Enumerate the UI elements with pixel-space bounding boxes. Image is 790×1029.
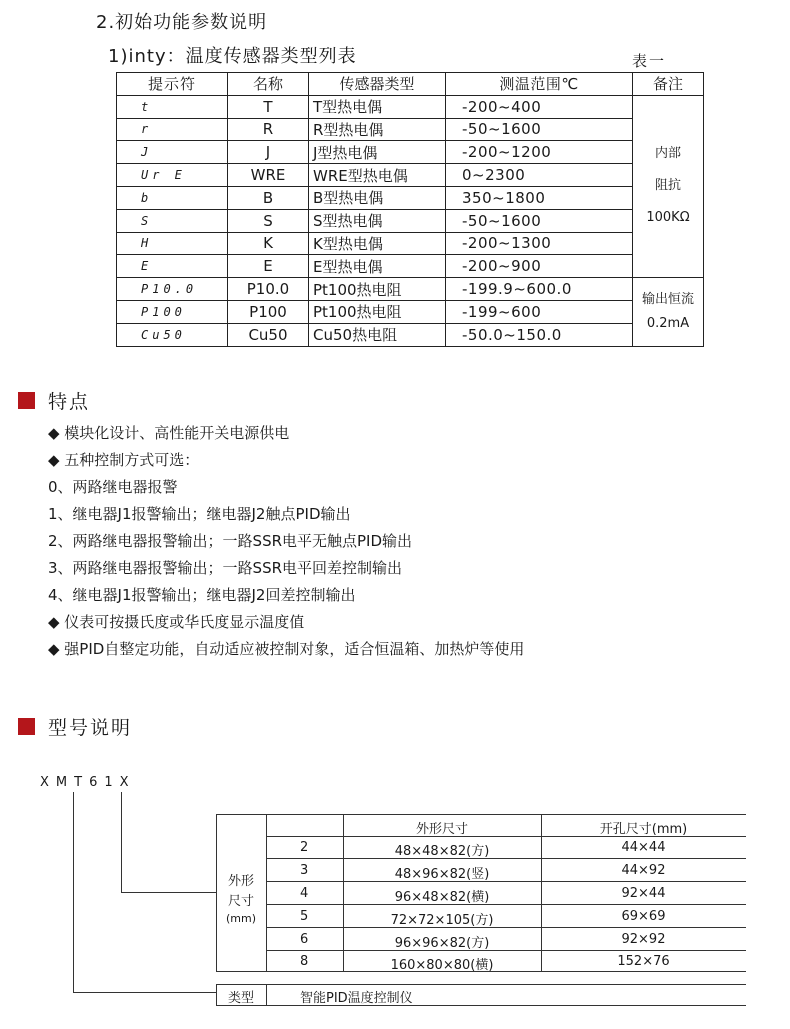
feature-item: 2、两路继电器报警输出；一路SSR电平无触点PID输出 [48, 532, 413, 550]
size-table-divider [266, 814, 267, 972]
row-name: B [228, 186, 309, 209]
row-name: J [228, 141, 309, 164]
col-header-type: 传感器类型 [309, 73, 446, 96]
row-name: K [228, 232, 309, 255]
row-range: 0~2300 [446, 164, 633, 187]
leader-line-type-vertical [73, 792, 74, 992]
table-row [117, 95, 704, 118]
row-range: -200~900 [446, 255, 633, 278]
table-row [117, 232, 704, 255]
note-line: 内部 [654, 146, 681, 162]
row-range: -50.0~150.0 [446, 323, 633, 346]
type-value: 智能PID温度控制仪 [300, 991, 413, 1006]
table-row [117, 164, 704, 187]
size-row-hole: 44×92 [621, 863, 666, 878]
size-row-code: 8 [300, 954, 309, 969]
size-row-hole: 92×44 [621, 886, 666, 901]
feature-item: ◆ 仪表可按摄氏度或华氏度显示温度值 [48, 613, 305, 631]
size-row-code: 2 [300, 840, 309, 855]
row-range: -200~1300 [446, 232, 633, 255]
size-row-dimensions: 48×48×82(方) [394, 844, 490, 859]
feature-item: ◆ 强PID自整定功能，自动适应被控制对象，适合恒温箱、加热炉等使用 [48, 640, 525, 658]
col-header-name: 名称 [228, 73, 309, 96]
row-name: S [228, 209, 309, 232]
model-code: XMT61X [40, 775, 136, 790]
table-row [117, 118, 704, 141]
table-row [117, 186, 704, 209]
row-symbol: r [117, 118, 228, 141]
row-symbol: P100 [117, 300, 228, 323]
row-type: Pt100热电阻 [309, 300, 446, 323]
row-symbol: H [117, 232, 228, 255]
table-header-row [117, 73, 704, 96]
note-output-current [633, 278, 704, 346]
features-heading: 特点 [48, 391, 91, 413]
note-line: 0.2mA [646, 315, 690, 331]
row-type: T型热电偶 [309, 95, 446, 118]
feature-item: ◆ 模块化设计、高性能开关电源供电 [48, 424, 290, 442]
size-row-hole: 69×69 [621, 909, 666, 924]
table-row [117, 278, 704, 301]
col-header-hole: 开孔尺寸(mm) [599, 822, 688, 837]
row-type: Cu50热电阻 [309, 323, 446, 346]
note-line: 输出恒流 [641, 291, 694, 307]
size-row-code: 5 [300, 909, 309, 924]
sensor-type-table [116, 72, 704, 347]
leader-line-type-horizontal [73, 992, 216, 993]
table-tag: 表一 [632, 52, 667, 70]
row-type: B型热电偶 [309, 186, 446, 209]
table-row [117, 141, 704, 164]
table-row [117, 209, 704, 232]
row-symbol: b [117, 186, 228, 209]
row-symbol: t [117, 95, 228, 118]
size-group-label [216, 872, 266, 926]
note-line: 阻抗 [654, 178, 681, 194]
row-symbol: P10.0 [117, 278, 228, 301]
note-line: 100KΩ [646, 210, 690, 226]
row-name: R [228, 118, 309, 141]
row-type: K型热电偶 [309, 232, 446, 255]
row-range: -200~1200 [446, 141, 633, 164]
row-type: J型热电偶 [309, 141, 446, 164]
row-name: P10.0 [228, 278, 309, 301]
size-row-code: 6 [300, 932, 309, 947]
size-row-dimensions: 160×80×80(横) [390, 958, 494, 973]
row-type: WRE型热电偶 [309, 164, 446, 187]
row-name: T [228, 95, 309, 118]
row-type: E型热电偶 [309, 255, 446, 278]
features-heading-marker [18, 392, 35, 409]
table-row [117, 300, 704, 323]
col-header-symbol: 提示符 [117, 73, 228, 96]
row-symbol: J [117, 141, 228, 164]
row-type: S型热电偶 [309, 209, 446, 232]
row-range: -50~1600 [446, 118, 633, 141]
sensor-table-title: 1)inty：温度传感器类型列表 [108, 46, 357, 67]
row-range: 350~1800 [446, 186, 633, 209]
note-internal-impedance [633, 95, 704, 277]
type-label: 类型 [227, 991, 254, 1006]
feature-item: 3、两路继电器报警输出；一路SSR电平回差控制输出 [48, 559, 403, 577]
table-row [117, 255, 704, 278]
col-header-note: 备注 [633, 73, 704, 96]
feature-item: 4、继电器J1报警输出；继电器J2回差控制输出 [48, 586, 356, 604]
feature-item: 1、继电器J1报警输出；继电器J2触点PID输出 [48, 505, 351, 523]
row-symbol: Cu50 [117, 323, 228, 346]
leader-line-size-horizontal [121, 892, 216, 893]
leader-line-size-vertical [121, 792, 122, 892]
size-row-dimensions: 96×96×82(方) [394, 936, 490, 951]
row-type: R型热电偶 [309, 118, 446, 141]
row-name: Cu50 [228, 323, 309, 346]
row-range: -199~600 [446, 300, 633, 323]
section-title: 2.初始功能参数说明 [96, 12, 268, 33]
row-range: -199.9~600.0 [446, 278, 633, 301]
size-group-label-line: (mm) [225, 912, 256, 925]
model-heading: 型号说明 [48, 717, 133, 739]
size-row-hole: 44×44 [621, 840, 666, 855]
row-symbol: S [117, 209, 228, 232]
size-row-hole: 92×92 [621, 932, 666, 947]
row-symbol: Ur E [117, 164, 228, 187]
size-row-code: 3 [300, 863, 309, 878]
table-row [117, 323, 704, 346]
row-range: -50~1600 [446, 209, 633, 232]
feature-item: 0、两路继电器报警 [48, 478, 178, 496]
row-name: P100 [228, 300, 309, 323]
size-group-label-line: 外形 [227, 874, 254, 889]
size-group-label-line: 尺寸 [227, 894, 254, 909]
size-row-dimensions: 96×48×82(横) [394, 890, 490, 905]
size-row-dimensions: 48×96×82(竖) [394, 867, 490, 882]
size-row-dimensions: 72×72×105(方) [390, 913, 494, 928]
size-row-code: 4 [300, 886, 309, 901]
row-name: E [228, 255, 309, 278]
row-type: Pt100热电阻 [309, 278, 446, 301]
feature-item: ◆ 五种控制方式可选： [48, 451, 200, 469]
row-range: -200~400 [446, 95, 633, 118]
row-symbol: E [117, 255, 228, 278]
type-row-divider [266, 984, 267, 1006]
col-header-range: 测温范围℃ [446, 73, 633, 96]
type-row [216, 984, 746, 1006]
row-name: WRE [228, 164, 309, 187]
model-heading-marker [18, 718, 35, 735]
col-header-size: 外形尺寸 [415, 822, 468, 837]
size-row-hole: 152×76 [617, 954, 670, 969]
